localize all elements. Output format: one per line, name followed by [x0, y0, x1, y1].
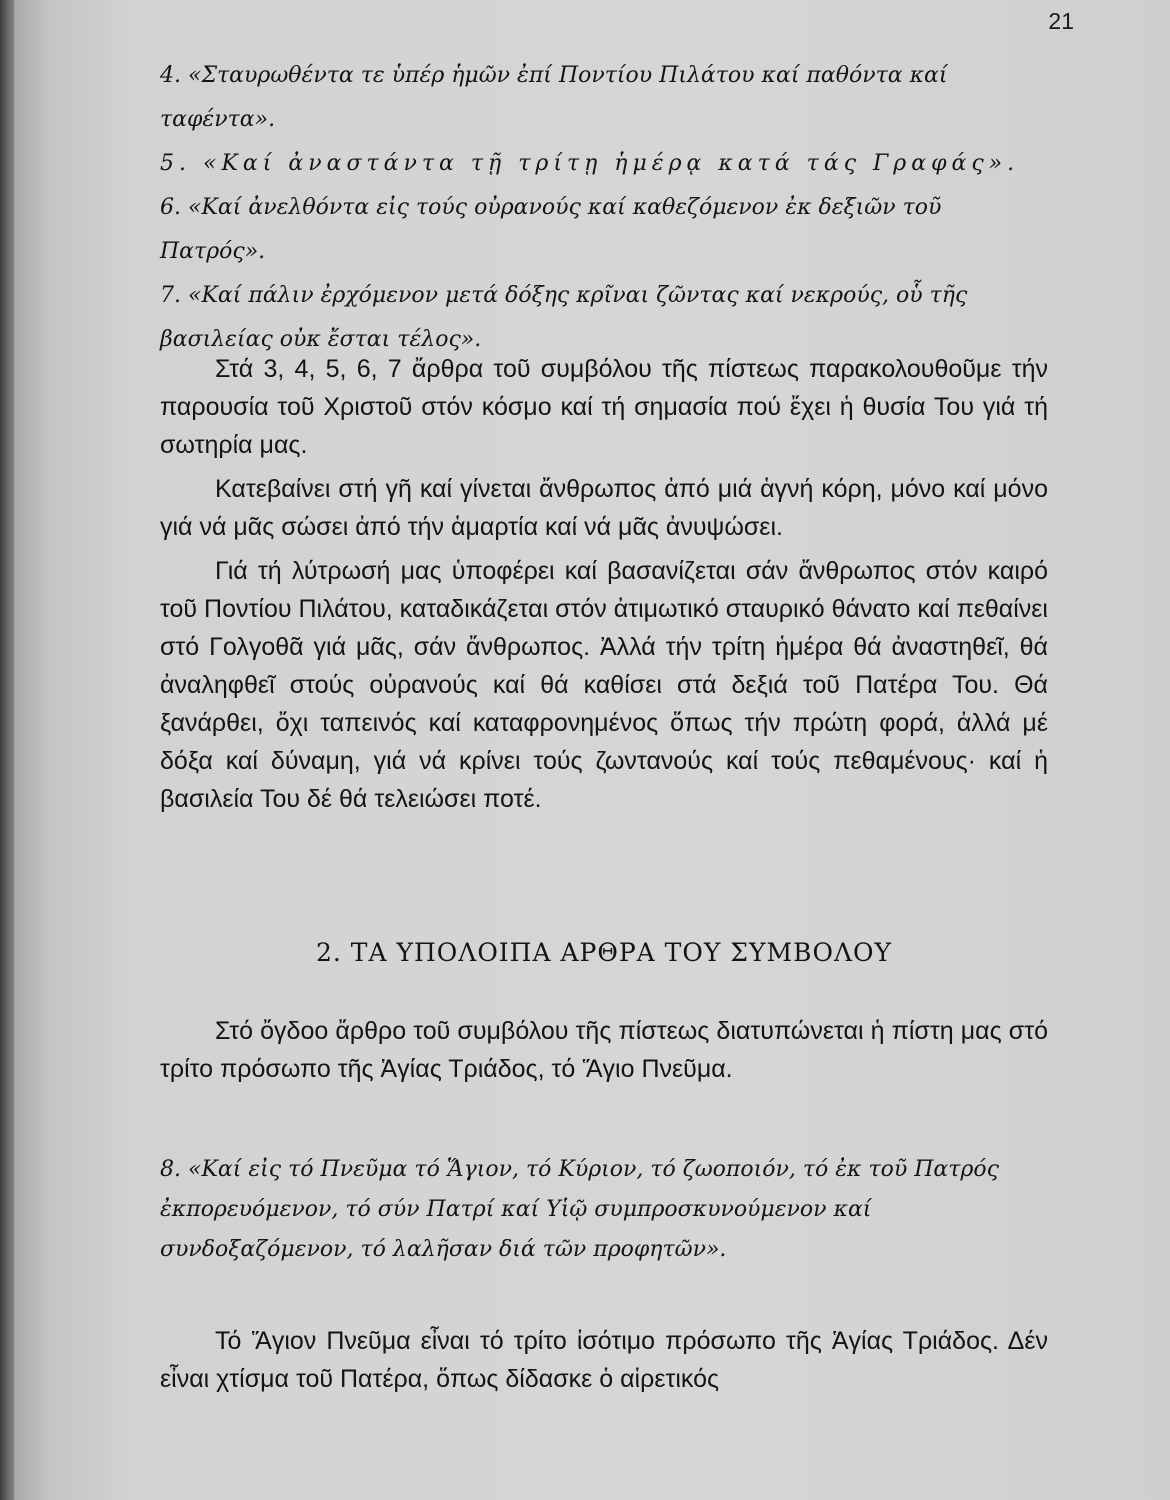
- paragraph-eighth-article-intro: Στό ὄγδοο ἄρθρο τοῦ συμβόλου τῆς πίστεως διατυπώνεται ἡ πίστη μας στό τρίτο πρόσωπο τῆς Ἁγίας Τριάδος, τό Ἅγιο Πνεῦμα.: [160, 1017, 1048, 1083]
- section-heading: 2. ΤΑ ΥΠΟΛΟΙΠΑ ΑΡΘΡΑ ΤΟΥ ΣΥΜΒΟΛΟΥ: [315, 938, 893, 967]
- paragraph-holy-spirit: Τό Ἅγιον Πνεῦμα εἶναι τό τρίτο ἰσότιμο πρόσωπο τῆς Ἁγίας Τριάδος. Δέν εἶναι χτίσμα τοῦ Πατέρα, ὅπως δίδασκε ὁ αἱρετικός: [160, 1327, 1048, 1393]
- creed-article-8: 8. «Καί εἰς τό Πνεῦμα τό Ἅγιον, τό Κύριον, τό ζωοποιόν, τό ἐκ τοῦ Πατρός ἐκπορευόμενον, τό σύν Πατρί καί Υἱῷ συμπροσκυνούμενον καί συνδοξαζόμενον, τό λαλῆσαν διά τῶν προφητῶν».: [160, 1157, 999, 1262]
- creed-article-5: 5. «Καί ἀναστάντα τῇ τρίτῃ ἡμέρᾳ κατά τάς Γραφάς».: [160, 151, 1020, 176]
- page-number: 21: [1048, 8, 1074, 34]
- book-page: [14, 0, 1170, 1500]
- paragraph-eighth-article-intro-block: [160, 1012, 1048, 1088]
- paragraph-articles-overview: Στά 3, 4, 5, 6, 7 ἄρθρα τοῦ συμβόλου τῆς πίστεως παρακολουθοῦμε τήν παρουσία τοῦ Χριστοῦ στόν κόσμο καί τή σημασία πού ἔχει ἡ θυσία Του γιά τή σωτηρία μας.: [160, 355, 1048, 459]
- paragraph-holy-spirit-block: [160, 1322, 1048, 1398]
- paragraph-incarnation: Κατεβαίνει στή γῆ καί γίνεται ἄνθρωπος ἀπό μιά ἁγνή κόρη, μόνο καί μόνο γιά νά μᾶς σώσει ἀπό τήν ἁμαρτία καί νά μᾶς ἀνυψώσει.: [160, 475, 1048, 541]
- creed-article-6: 6. «Καί ἀνελθόντα εἰς τούς οὐρανούς καί καθεζόμενον ἐκ δεξιῶν τοῦ Πατρός».: [160, 195, 942, 264]
- paragraph-passion-resurrection: Γιά τή λύτρωσή μας ὑποφέρει καί βασανίζεται σάν ἄνθρωπος στόν καιρό τοῦ Ποντίου Πιλάτου, καταδικάζεται στόν ἀτιμωτικό σταυρικό θάνατο καί πεθαίνει στό Γολγοθᾶ γιά μᾶς, σάν ἄνθρωπος. Ἀλλά τήν τρίτη ἡμέρα θά ἀναστηθεῖ, θά ἀναληφθεῖ στούς οὐρανούς καί θά καθίσει στά δεξιά τοῦ Πατέρα Του. Θά ξανάρθει, ὄχι ταπεινός καί καταφρονημένος ὅπως τήν πρώτη φορά, ἀλλά μέ δόξα καί δύναμη, γιά νά κρίνει τούς ζωντανούς καί τούς πεθαμένους· καί ἡ βασιλεία Του δέ θά τελειώσει ποτέ.: [160, 557, 1048, 813]
- creed-articles-4-7: [160, 54, 1048, 362]
- creed-article-8-block: [160, 1150, 1048, 1270]
- creed-article-4: 4. «Σταυρωθέντα τε ὑπέρ ἡμῶν ἐπί Ποντίου Πιλάτου καί παθόντα καί ταφέντα».: [160, 63, 948, 132]
- commentary-articles-3-7: [160, 350, 1048, 818]
- creed-article-7: 7. «Καί πάλιν ἐρχόμενον μετά δόξης κρῖναι ζῶντας καί νεκρούς, οὗ τῆς βασιλείας οὐκ ἔσται τέλος».: [160, 283, 968, 352]
